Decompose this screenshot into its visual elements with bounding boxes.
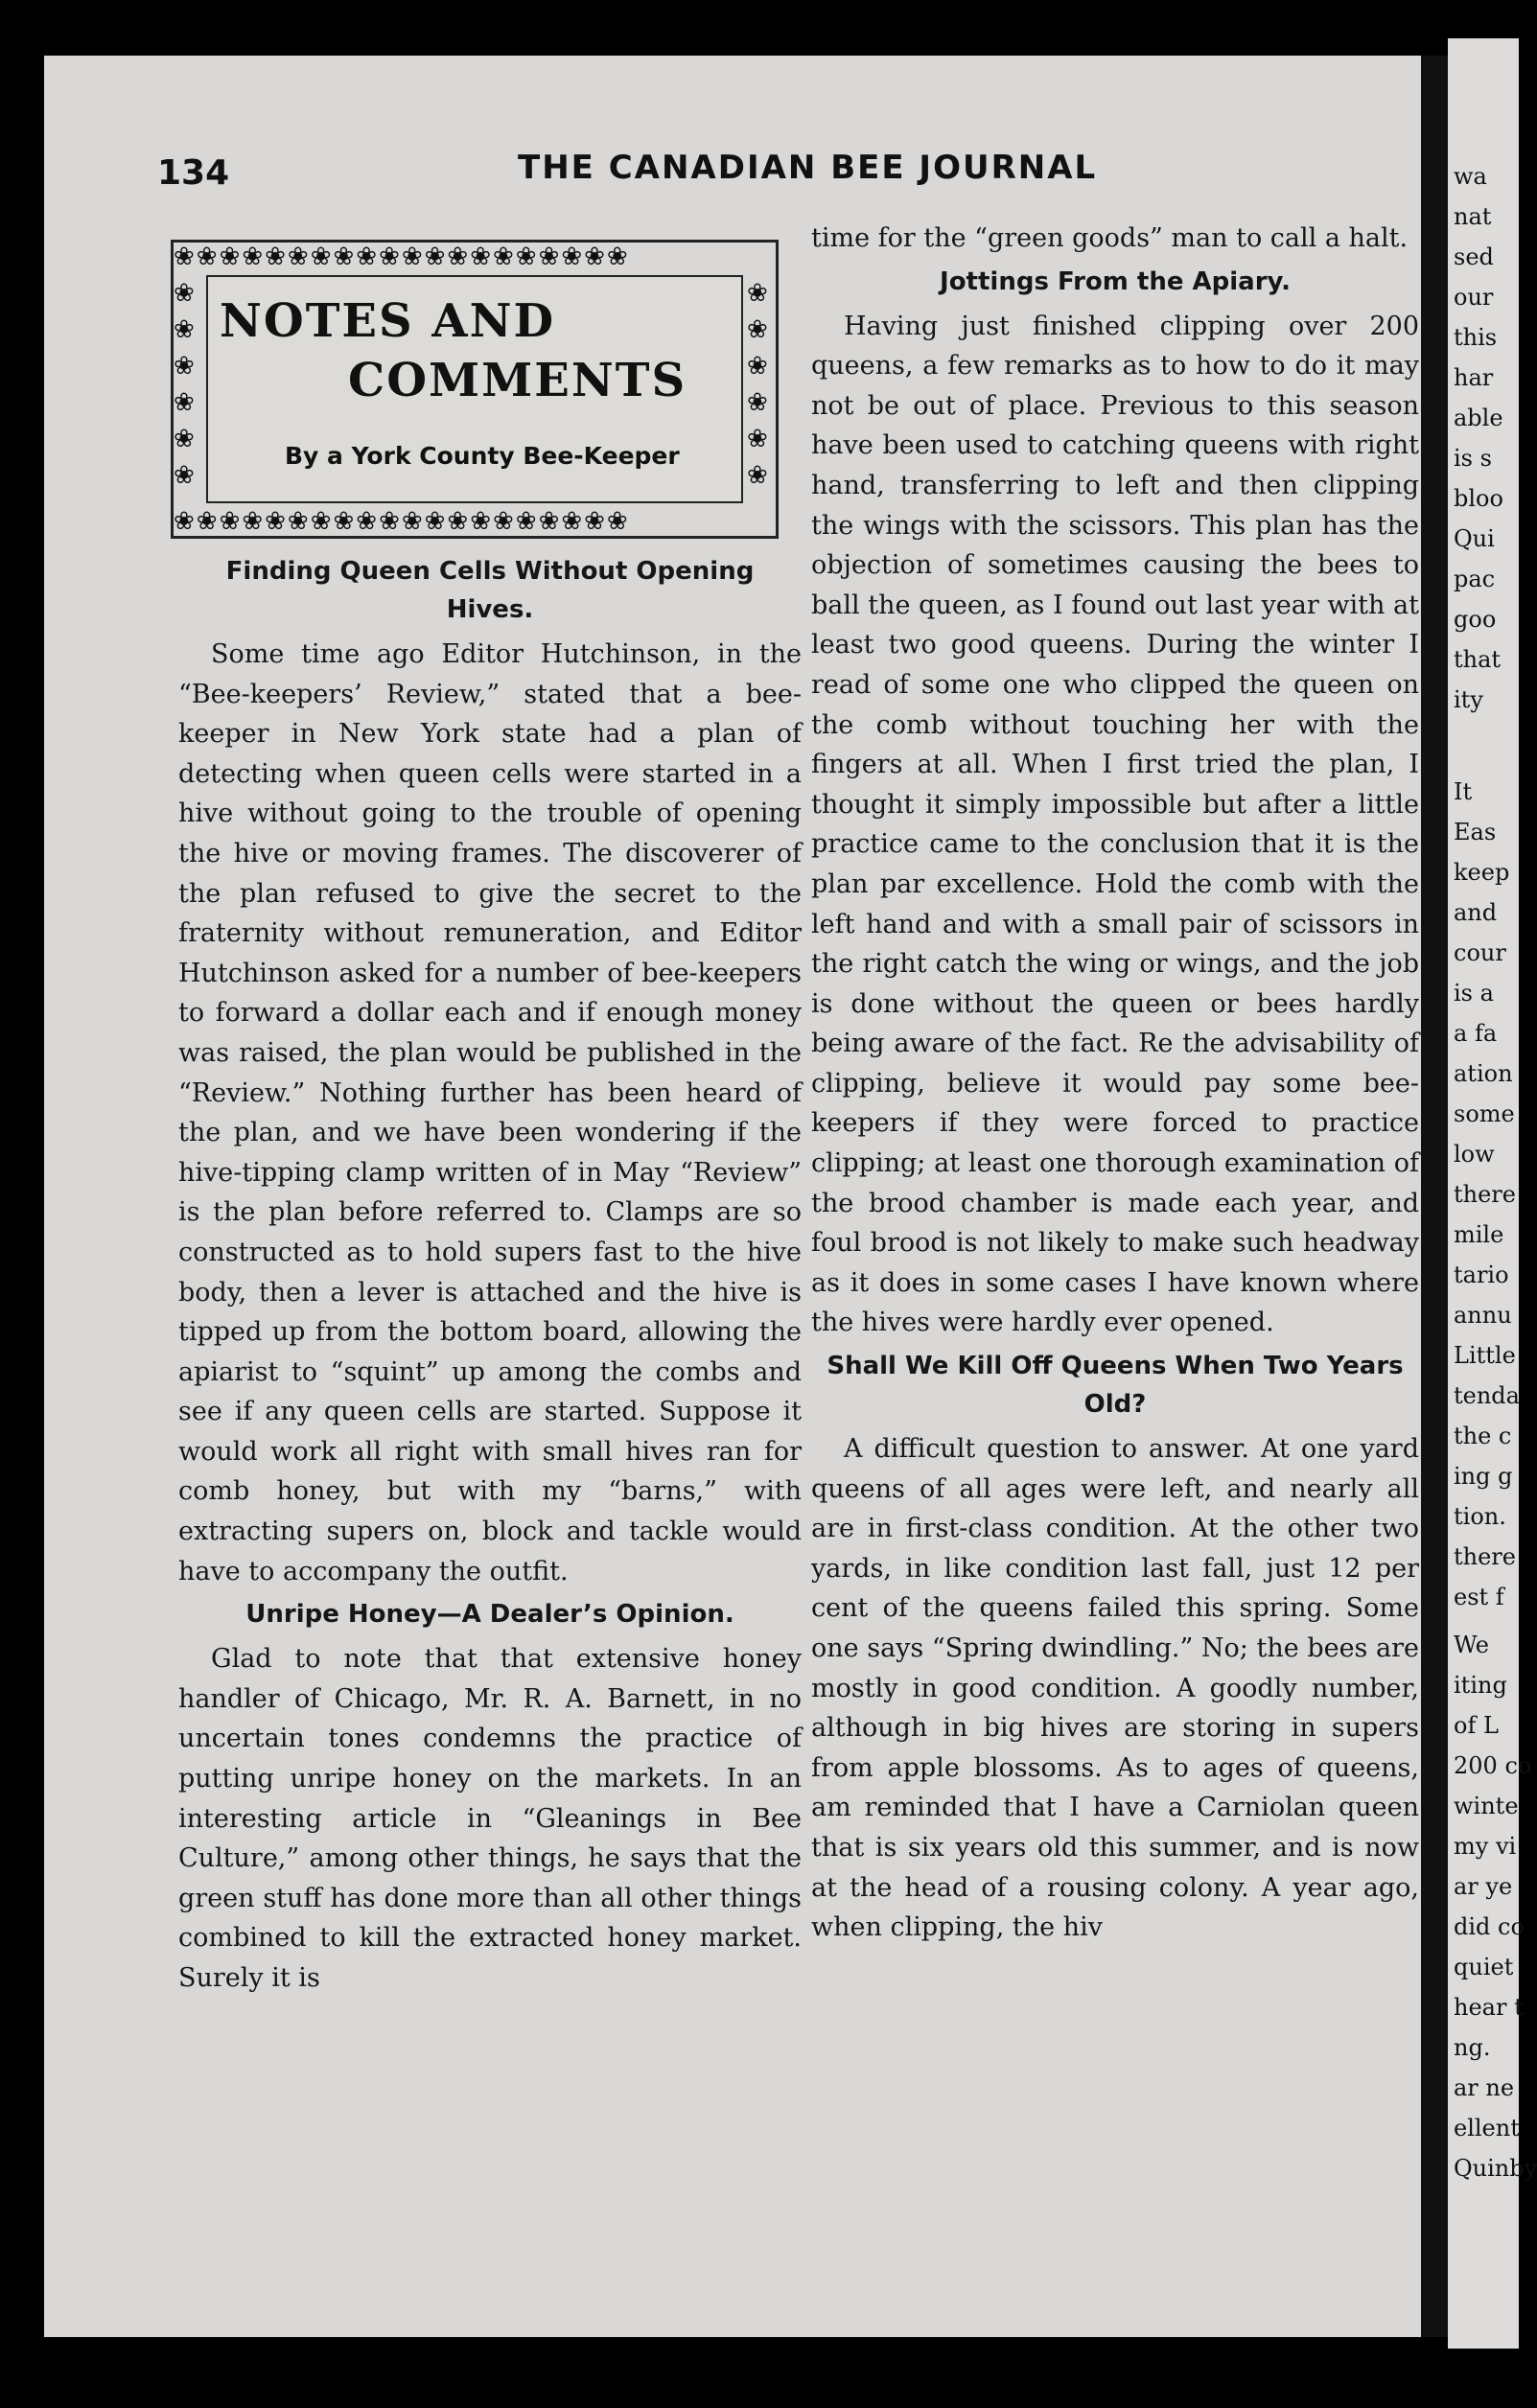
adjacent-page-fragment: tenda <box>1454 1382 1520 1409</box>
adjacent-page-fragment: of L <box>1454 1712 1499 1739</box>
column-right <box>811 219 1419 1948</box>
adjacent-page-fragment: Quinby <box>1454 2155 1537 2182</box>
adjacent-page-fragment: iting <box>1454 1672 1507 1699</box>
ornament-border-bottom: ❀❀❀❀❀❀❀❀❀❀❀❀❀❀❀❀❀❀❀❀ <box>174 507 630 536</box>
adjacent-page-fragment: har <box>1454 364 1494 391</box>
adjacent-page-fragment: this <box>1454 324 1498 351</box>
adjacent-page-fragment: goo <box>1454 606 1497 633</box>
adjacent-page-fragment: Eas <box>1454 819 1497 845</box>
paragraph-jottings: Having just finished clipping over 200 queens, a few remarks as to how to do it may not be out of place. Previous to this season have been used to catching queens with right hand, transferring to left and then clipping the wings with the scissors. This plan has the objection of sometimes causing the bees to ball the queen, as I found out last year with at least two good queens. During the winter I read of some one who clipped the queen on the comb without touching her with the fingers at all. When I first tried the plan, I thought it simply impossible but after a little practice came to the conclusion that it is the plan par excellence. Hold the comb with the left hand and with a small pair of scissors in the right catch the wing or wings, and the job is done without the queen or bees hardly being aware of the fact. Re the advisability of clipping, believe it would pay some bee-keepers if they were forced to practice clipping; at least one thorough examination of the brood chamber is made each year, and foul brood is not likely to make such headway as it does in some cases I have known where the hives were hardly ever opened. <box>811 311 1419 1338</box>
adjacent-page-fragment: Little <box>1454 1342 1516 1369</box>
column-left <box>178 548 802 1999</box>
adjacent-page-fragment: mile <box>1454 1221 1504 1248</box>
adjacent-page-fragment: winte <box>1454 1793 1519 1819</box>
ornament-border-right: ❀ ❀ ❀ ❀ ❀ ❀ <box>747 279 770 490</box>
byline: By a York County Bee-Keeper <box>285 442 680 470</box>
paragraph-queen-cells: Some time ago Editor Hutchinson, in the “Bee-keepers’ Review,” stated that a bee-keeper in New York state had a plan of detecting when queen cells were started in a hive without going to the trouble of opening the hive or moving frames. The discoverer of the plan refused to give the secret to the fraternity without remuneration, and Editor Hutchinson asked for a number of bee-keepers to forward a dollar each and if enough money was raised, the plan would be published in the “Review.” Nothing further has been heard of the plan, and we have been wondering if the hive-tipping clamp written of in May “Review” is the plan before referred to. Clamps are so constructed as to hold supers fast to the hive body, then a lever is attached and the hive is tipped up from the bottom board, allowing the apiarist to “squint” up among the combs and see if any queen cells are started. Suppose it would work all right with small hives ran for comb honey, but with my “barns,” with extracting supers on, block and tackle would have to accompany the outfit. <box>178 639 802 1586</box>
adjacent-page-fragment: We <box>1454 1632 1489 1658</box>
adjacent-page-fragment: that <box>1454 646 1502 673</box>
adjacent-page-fragment: hear t <box>1454 1994 1524 2021</box>
heading-finding-queen-cells: Finding Queen Cells Without Opening Hives. <box>225 557 755 624</box>
adjacent-page-fragment: ation <box>1454 1060 1513 1087</box>
page-header <box>153 144 1438 201</box>
adjacent-page-fragment: sed <box>1454 243 1494 270</box>
adjacent-page-fragment: keep <box>1454 859 1510 886</box>
adjacent-page-fragment: and <box>1454 899 1498 926</box>
page-number: 134 <box>157 153 230 193</box>
binding-gutter <box>1421 56 1448 2337</box>
adjacent-page-fragment: some <box>1454 1100 1515 1127</box>
adjacent-page-fragment: ng. <box>1454 2034 1491 2061</box>
adjacent-page-fragment: Qui <box>1454 525 1495 552</box>
adjacent-page-fragment: did co <box>1454 1913 1525 1940</box>
adjacent-page-fragment: cour <box>1454 939 1506 966</box>
ornament-border-top: ❀❀❀❀❀❀❀❀❀❀❀❀❀❀❀❀❀❀❀❀ <box>174 243 630 271</box>
adjacent-page-fragment: tario <box>1454 1262 1509 1288</box>
adjacent-page-fragment: nat <box>1454 203 1492 230</box>
section-title-line1: NOTES AND <box>220 294 556 348</box>
adjacent-page-fragment: 200 co <box>1454 1752 1532 1779</box>
adjacent-page-fragment: quiet <box>1454 1954 1514 1980</box>
adjacent-page-fragment: ity <box>1454 686 1483 713</box>
heading-jottings: Jottings From the Apiary. <box>940 266 1291 296</box>
adjacent-page-fragment: there <box>1454 1543 1516 1570</box>
adjacent-page-fragment: able <box>1454 405 1503 431</box>
adjacent-page-fragment: is a <box>1454 980 1494 1007</box>
ornament-border-left: ❀ ❀ ❀ ❀ ❀ ❀ <box>174 279 197 490</box>
adjacent-page-fragment: pac <box>1454 566 1496 592</box>
adjacent-page-fragment: annu <box>1454 1302 1512 1329</box>
adjacent-page-fragment: there <box>1454 1181 1516 1208</box>
adjacent-page-fragment: ing g <box>1454 1463 1513 1490</box>
adjacent-page-edge <box>1448 38 1537 2349</box>
adjacent-page-fragment: the c <box>1454 1423 1512 1449</box>
adjacent-page-fragment: wa <box>1454 163 1487 190</box>
adjacent-page-fragment: bloo <box>1454 485 1503 512</box>
heading-unripe-honey: Unripe Honey—A Dealer’s Opinion. <box>245 1600 734 1630</box>
notes-and-comments-box <box>171 240 779 539</box>
adjacent-page-fragment: is s <box>1454 445 1492 472</box>
journal-title: THE CANADIAN BEE JOURNAL <box>518 149 1098 187</box>
adjacent-page-fragment: tion. <box>1454 1503 1506 1530</box>
adjacent-page-fragment: ar ne <box>1454 2074 1515 2101</box>
adjacent-page-fragment: my vi <box>1454 1833 1517 1860</box>
adjacent-page-fragment: our <box>1454 284 1494 311</box>
paragraph-continued: time for the “green goods” man to call a halt. <box>811 223 1409 253</box>
section-title-line2: COMMENTS <box>348 354 687 407</box>
adjacent-page-fragment: a fa <box>1454 1020 1498 1047</box>
heading-kill-off-queens: Shall We Kill Off Queens When Two Years Old? <box>827 1352 1404 1420</box>
adjacent-page-fragment: ellent <box>1454 2115 1520 2142</box>
adjacent-page-fragment: It <box>1454 778 1473 805</box>
paragraph-kill-off-queens: A difficult question to answer. At one yard queens of all ages were left, and nearly all are in first-class condition. At the other two yards, in like condition last fall, just 12 per cent of the queens failed this spring. Some one says “Spring dwindling.” No; the bees are mostly in good condition. A goodly number, although in big hives are storing in supers from apple blossoms. As to ages of queens, am reminded that I have a Carniolan queen that is six years old this summer, and is now at the head of a rousing colony. A year ago, when clipping, the hiv <box>811 1434 1419 1943</box>
adjacent-page-fragment: est f <box>1454 1584 1504 1610</box>
paragraph-unripe-honey: Glad to note that that extensive honey handler of Chicago, Mr. R. A. Barnett, in no uncertain tones condemns the practice of putting unripe honey on the markets. In an interesting article in “Gleanings in Bee Culture,” among other things, he says that the green stuff has done more than all other things combined to kill the extracted honey market. Surely it is <box>178 1644 802 1993</box>
box-inner <box>206 275 743 503</box>
adjacent-page-fragment: low <box>1454 1141 1495 1168</box>
adjacent-page-fragment: ar ye <box>1454 1873 1513 1900</box>
